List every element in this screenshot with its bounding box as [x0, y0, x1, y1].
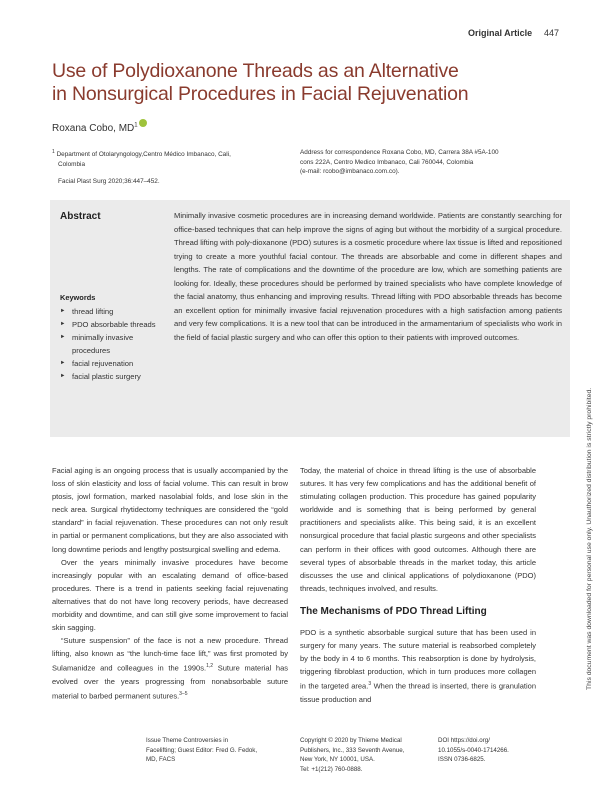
footer-line: New York, NY 10001, USA. — [300, 756, 375, 763]
body-text: “Suture suspension” of the face is not a new procedure. Thread lifting, also known as “the lunch-time face lift,” was first promoted by Sulamanidze and colleagues in the 1990s. — [52, 636, 288, 673]
reference-sup[interactable]: 3–5 — [179, 691, 188, 698]
title-line-1: Use of Polydioxanone Threads as an Alternative — [52, 60, 459, 82]
body-paragraph: Today, the material of choice in thread lifting is the use of absorbable sutures. It has very few complications and has the additional benefit of stimulating collagen production. This procedure has gained popularity worldwide and is something that is being performed by general practitioners and specialists alike. This being said, it is an excellent nonsurgical procedure that facial plastic surgeons and other specialists can perform in their offices with good outcomes. Although there are several types of absorbable threads in the market today, this article discusses the use and clinical applications of polydioxanone (PDO) threads, techniques involved, and results. — [300, 466, 536, 593]
keyword-item: ► facial plastic surgery — [60, 370, 170, 383]
body-paragraph: Facial aging is an ongoing process that is usually accompanied by the loss of skin elasticity and loss of facial volume. This can result in brow ptosis, jowl formation, marked nasolabial folds, and lose skin in the neck area. Surgical rhytidectomy techniques are considered the “gold standard” in facial rejuvenation. These procedures can not only result in partial or permanent complications, but they are also associated with long downtime periods and lengthy postsurgical swelling and edema. — [52, 466, 288, 554]
affiliation-sup: 1 — [52, 149, 55, 155]
correspondence — [300, 148, 560, 177]
footer-line: Tel: +1(212) 760-0888. — [300, 765, 363, 773]
footer-copyright — [300, 736, 440, 774]
body-column-right — [300, 464, 536, 706]
keyword-item: ► thread lifting — [60, 305, 170, 318]
reference-sup[interactable]: 1,2 — [206, 663, 214, 670]
footer-line: Facelifting; Guest Editor: Fred G. Fedok, — [146, 746, 258, 754]
body-paragraph — [52, 634, 288, 702]
section-heading: The Mechanisms of PDO Thread Lifting — [300, 605, 487, 617]
footer-line: ISSN 0736-6825. — [438, 756, 486, 763]
body-paragraph — [300, 626, 536, 706]
body-text: PDO is a synthetic absorbable surgical suture that has been used in surgery for many years. The suture material is reabsorbed completely by the body in 4 to 6 months. This reabsorption is done by hydrolysis, triggering fibroblast production, which in turn produces more collagen in the targeted area. — [300, 627, 536, 691]
keywords-heading: Keywords — [60, 293, 96, 302]
correspondence-line-2: cons 222A, Centro Medico Imbanaco, Cali 760044, Colombia — [300, 158, 474, 166]
correspondence-label: Address for correspondence — [300, 149, 381, 156]
footer-issue-theme — [146, 736, 286, 765]
body-text: Suture material has evolved over the years progressing from nonabsorbable suture material to barbed permanent sutures. — [52, 663, 289, 701]
affiliation-line-2: Colombia — [58, 160, 85, 168]
footer-line: Publishers, Inc., 333 Seventh Avenue, — [300, 746, 405, 754]
download-notice: This document was downloaded for personal use only. Unauthorized distribution is strictly prohibited. — [586, 387, 593, 690]
author-line — [52, 119, 147, 134]
footer-line: MD, FACS — [146, 756, 176, 763]
title-line-2: in Nonsurgical Procedures in Facial Rejuvenation — [52, 83, 469, 105]
footer-doi — [438, 736, 558, 765]
footer-line: Copyright © 2020 by Thieme Medical — [300, 737, 402, 744]
author-affil-sup: 1 — [134, 122, 138, 129]
keywords-list — [60, 305, 170, 384]
orcid-icon[interactable] — [139, 119, 147, 127]
citation: Facial Plast Surg 2020;36:447–452. — [58, 178, 160, 185]
affiliation-line-1: Department of Otolaryngology,Centro Médico Imbanaco, Cali, — [56, 151, 231, 159]
page-number: 447 — [544, 28, 560, 38]
abstract-heading: Abstract — [60, 211, 101, 222]
correspondence-line-1: Roxana Cobo, MD, Carrera 38A #5A-100 — [382, 149, 499, 156]
author-name: Roxana Cobo, MD — [52, 123, 135, 134]
article-title — [52, 60, 552, 106]
body-column-left — [52, 464, 288, 703]
reference-sup[interactable]: 3 — [368, 681, 372, 688]
body-text: When the thread is inserted, there is granulation tissue production and — [300, 681, 536, 704]
keyword-item: ► minimally invasive procedures — [60, 331, 170, 357]
doi-link[interactable]: DOI https://doi.org/ — [438, 737, 490, 744]
keyword-item: ► PDO absorbable threads — [60, 318, 170, 331]
correspondence-line-3: (e-mail: rcobo@imbanaco.com.co). — [300, 168, 400, 175]
body-paragraph: Over the years minimally invasive procedures have become increasingly popular with an escalating demand of office-based procedures. There is a trend in patients seeking facial rejuvenating alternatives that do not have long recovery periods, have decreased morbidity and downtime, and can still give some improvement to facial skin sagging. — [52, 557, 288, 633]
footer-line: Issue Theme Controversies in — [146, 737, 229, 744]
affiliation — [52, 148, 292, 169]
header-article-type: Original Article — [468, 28, 533, 38]
keyword-item: ► facial rejuvenation — [60, 357, 170, 370]
doi-link[interactable]: 10.1055/s-0040-1714266. — [438, 746, 509, 754]
abstract-text: Minimally invasive cosmetic procedures are in increasing demand worldwide. Patients are constantly searching for office-based techniques that can help improve the signs of aging but without the morbidity of a surgical procedure. Thread lifting with poly-dioxanone (PDO) sutures is a cosmetic procedure where lax tissue is lifted and repositioned trying to create a more youthful facial contour. The threads are absorbable and come in different shapes and lengths. The rate of complications and the downtime of the procedure are low, which are something patients are looking for. Ideally, these procedures should be performed by trained specialists who have complete knowledge of the facial anatomy, thus enhancing and improving results. Thread lifting with PDO absorbable threads has become an excellent option for minimally invasive facial rejuvenation procedures with a high satisfaction among patients and very few complications. It is a new tool that can be introduced in the armamentarium of specialists who work in the field of facial plastic surgery and who can offer this option to their patients with improved outcomes. — [174, 211, 562, 342]
